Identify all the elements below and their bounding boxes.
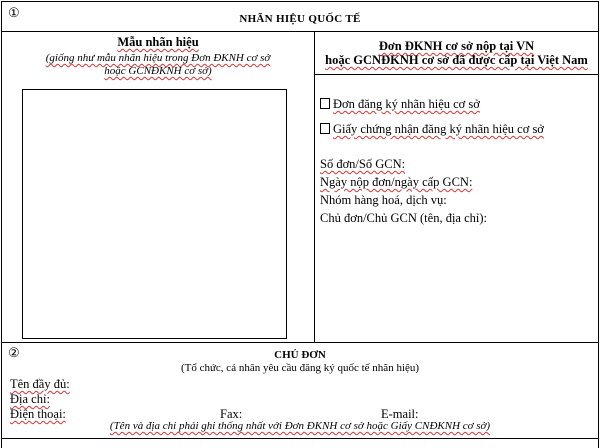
section-2-number: ② <box>8 345 20 360</box>
checkbox-label: Đơn đăng ký nhãn hiệu cơ sở <box>333 97 480 111</box>
section-2-subtitle: (Tổ chức, cá nhân yêu cầu đăng ký quốc tế nhãn hiệu) <box>180 362 420 374</box>
fax-label: Fax: <box>220 407 243 421</box>
base-application-heading-1: Đơn ĐKNH cơ sở nộp tại VN <box>378 39 535 53</box>
column-divider <box>314 31 315 342</box>
divider <box>2 342 598 343</box>
trademark-form <box>1 1 599 448</box>
field-label: Nhóm hàng hoá, dịch vụ: <box>320 193 447 207</box>
section-1-title: NHÃN HIỆU QUỐC TẾ <box>239 13 361 25</box>
trademark-sample-heading: Mẫu nhãn hiệu <box>117 35 199 49</box>
checkbox-base-certificate[interactable] <box>320 122 544 137</box>
label-text: Điện thoại: <box>10 407 66 421</box>
section-1-number: ① <box>8 5 20 20</box>
section-2-title: CHỦ ĐƠN <box>274 349 326 361</box>
email-label: E-mail: <box>381 407 419 421</box>
field-label: Số đơn/Số GCN: <box>320 157 406 171</box>
field-goods-services-class <box>320 193 447 208</box>
checkbox-square[interactable] <box>320 123 330 134</box>
label-text: Địa chỉ: <box>10 392 50 406</box>
divider <box>2 438 598 439</box>
section-2-note: (Tên và địa chỉ phải ghi thống nhất với Đơn ĐKNH cơ sở hoặc Giấy CNĐKNH cơ sở) <box>109 420 491 432</box>
field-filing-date <box>320 175 472 190</box>
trademark-sample-note-1: (giống như mẫu nhãn hiệu trong Đơn ĐKNH cơ sở <box>45 52 271 64</box>
trademark-sample-box[interactable] <box>22 89 287 339</box>
divider <box>315 74 598 75</box>
checkbox-square[interactable] <box>320 98 330 109</box>
divider <box>2 31 598 32</box>
base-application-heading-2: hoặc GCNĐKNH cơ sở đã được cấp tại Việt Nam <box>325 53 588 67</box>
address-label <box>10 392 50 407</box>
field-owner <box>320 211 487 226</box>
field-label: Chủ đơn/Chủ GCN (tên, địa chỉ): <box>320 211 488 225</box>
checkbox-base-application[interactable] <box>320 97 480 112</box>
field-label: Ngày nộp đơn/ngày cấp GCN: <box>320 175 473 189</box>
checkbox-label: Giấy chứng nhận đăng ký nhãn hiệu cơ sở <box>333 122 544 136</box>
field-application-number <box>320 157 405 172</box>
label-text: Tên đầy đủ: <box>10 377 70 391</box>
trademark-sample-note-2: hoặc GCNĐKNH cơ sở) <box>104 65 212 77</box>
full-name-label <box>10 377 70 392</box>
